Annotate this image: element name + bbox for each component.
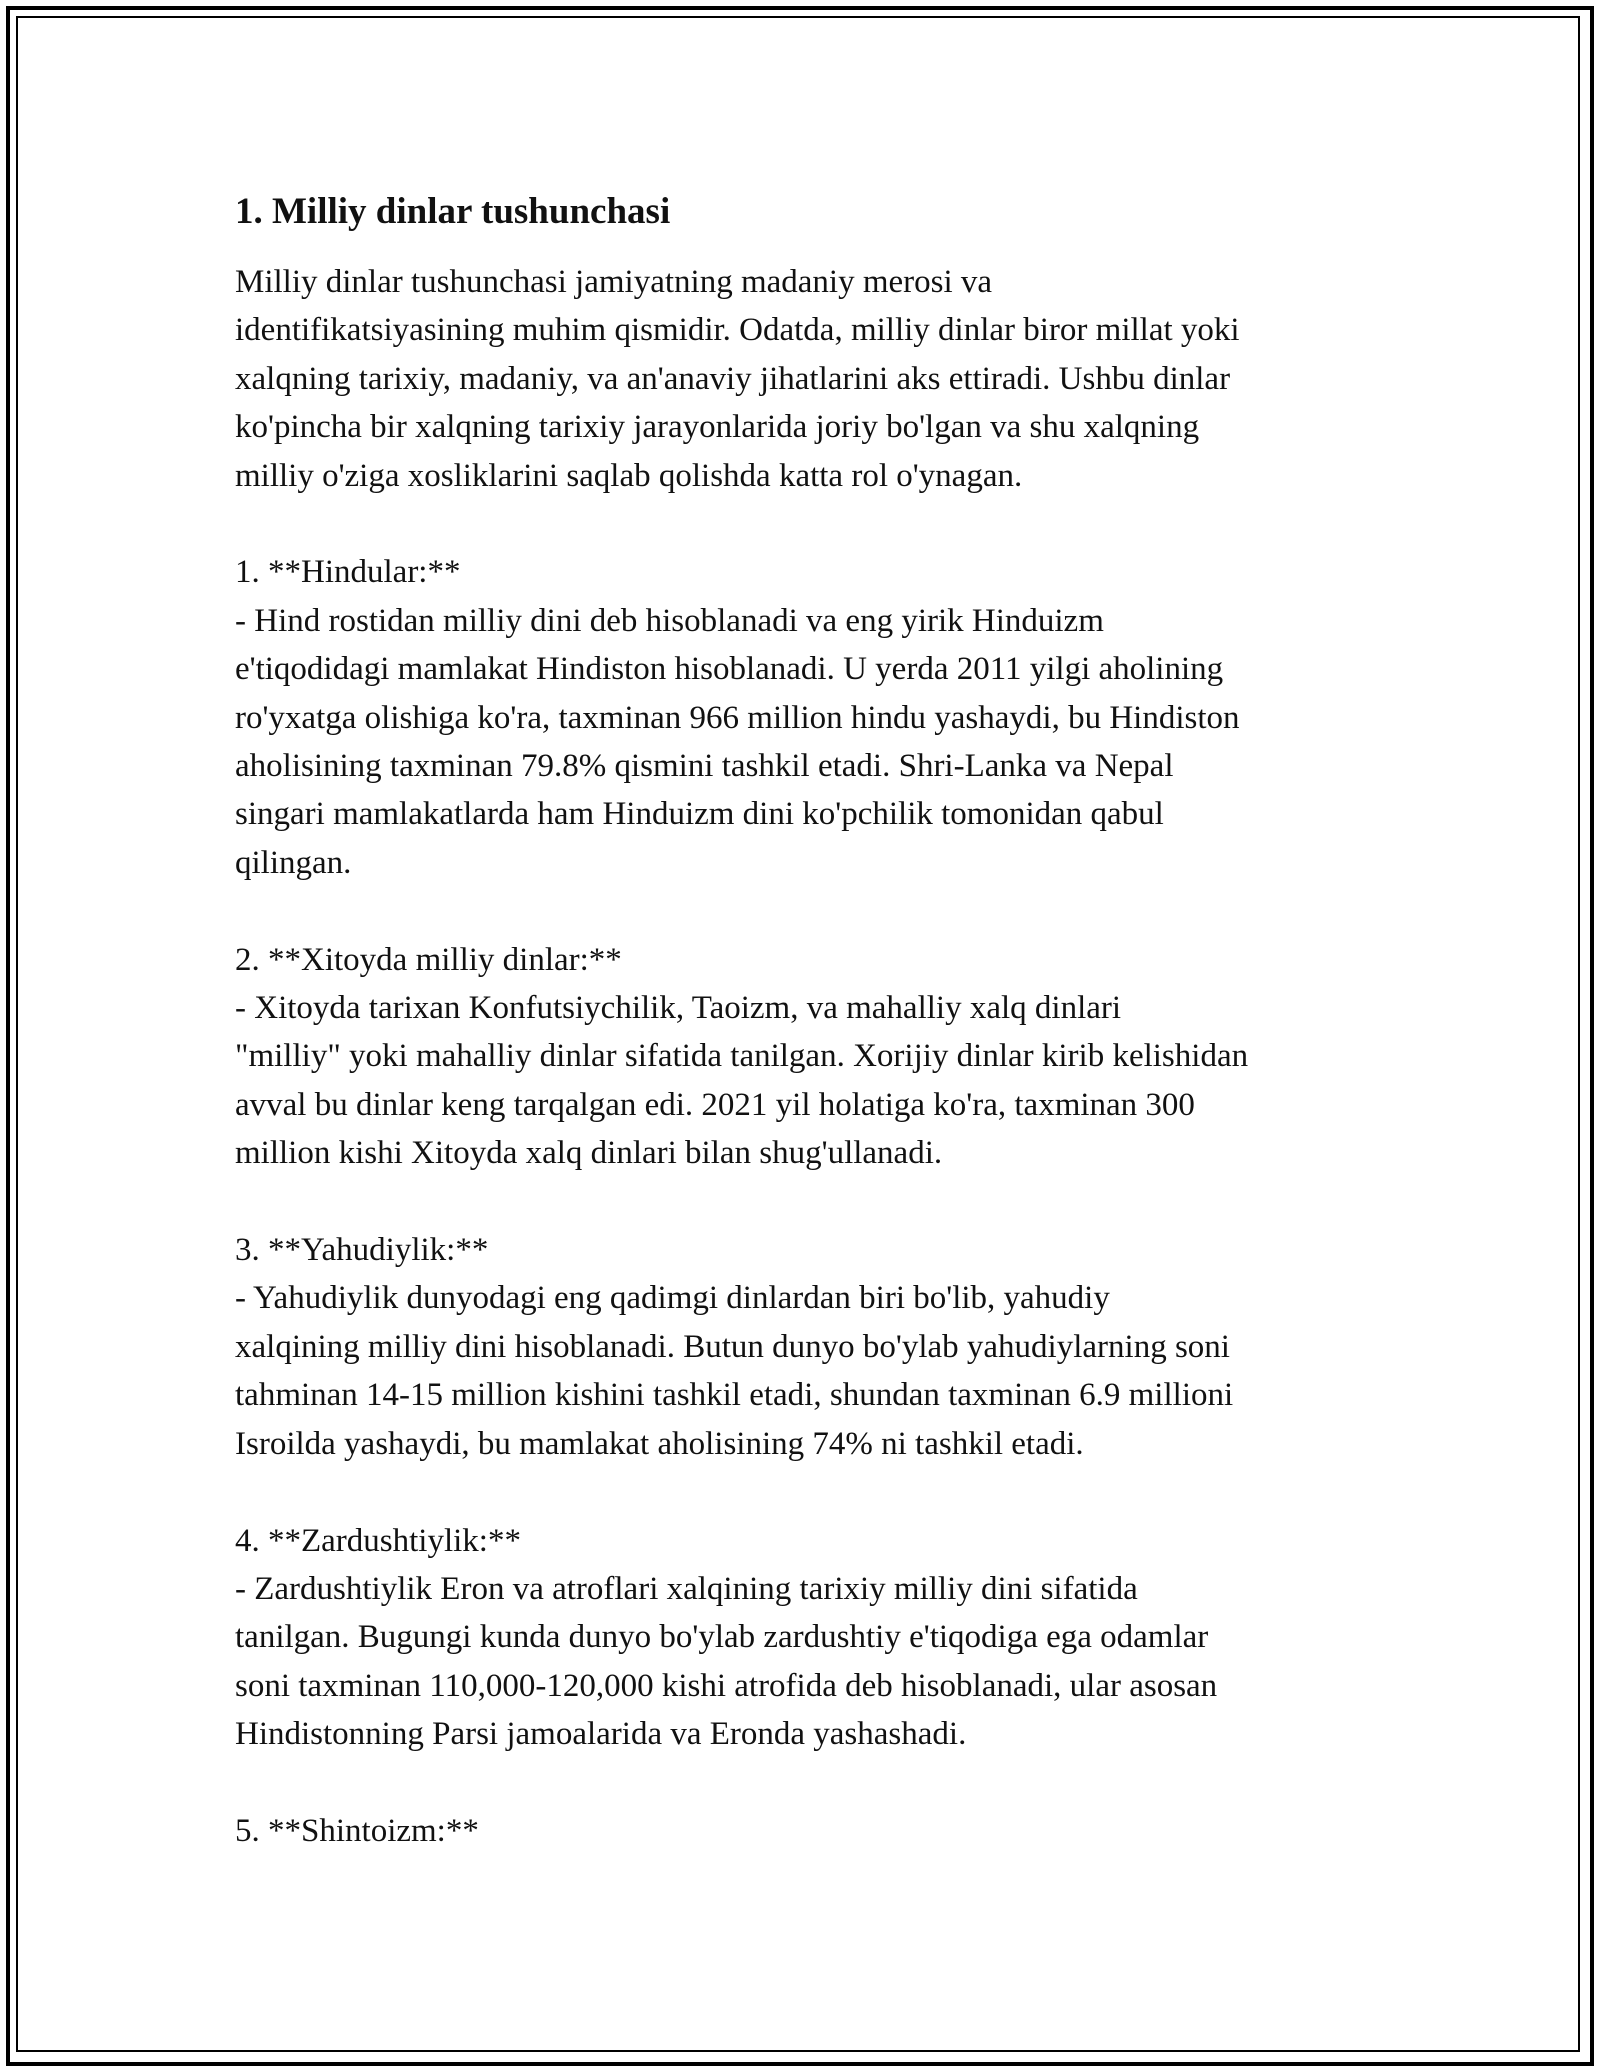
section-title-zardushtiylik: 4. **Zardushtiylik:** xyxy=(235,1522,521,1559)
spacer xyxy=(235,1468,1385,1516)
section-title-hindular: 1. **Hindular:** xyxy=(235,554,461,591)
section-body-yahudiylik: - Yahudiylik dunyodagi eng qadimgi dinlardan biri bo'lib, yahudiy xalqining milliy dini hisoblanadi. Butun dunyo bo'ylab yahudiylarning soni tahminan 14-15 million kishini tashkil etadi, shundan taxminan 6.9 millioni Isroilda yashaydi, bu mamlakat aholisining 74% ni tashkil etadi. xyxy=(235,1280,1234,1462)
spacer xyxy=(235,500,1385,548)
section-body-zardushtiylik: - Zardushtiylik Eron va atroflari xalqining tarixiy milliy dini sifatida tanilgan. Bugungi kunda dunyo bo'ylab zardushtiy e'tiqodiga ega odamlar soni taxminan 110,000-120,000 kishi atrofida deb hisoblanadi, ular asosan Hindistonning Parsi jamoalarida va Eronda yashashadi. xyxy=(235,1570,1218,1753)
intro-paragraph: Milliy dinlar tushunchasi jamiyatning madaniy merosi va identifikatsiyasining muhim qismidir. Odatda, milliy dinlar biror millat yoki xalqning tarixiy, madaniy, va an'anaviy jihatlarini aks ettiradi. Ushbu dinlar ko'pincha bir xalqning tarixiy jarayonlarida joriy bo'lgan va shu xalqning milliy o'ziga xosliklarini saqlab qolishda katta rol o'ynagan. xyxy=(235,264,1240,494)
spacer xyxy=(235,1759,1385,1807)
section-body-hindular: - Hind rostidan milliy dini deb hisoblanadi va eng yirik Hinduizm e'tiqodidagi mamlakat Hindiston hisoblanadi. U yerda 2011 yilgi aholining ro'yxatga olishiga ko'ra, taxminan 966 million hindu yashaydi, bu Hindiston aholisining taxminan 79.8% qismini tashkil etadi. Shri-Lanka va Nepal singari mamlakatlarda ham Hinduizm dini ko'pchilik tomonidan qabul qilingan. xyxy=(235,602,1240,881)
section-title-xitoy: 2. **Xitoyda milliy dinlar:** xyxy=(235,941,622,978)
section-title-shintoizm: 5. **Shintoizm:** xyxy=(235,1812,479,1849)
spacer xyxy=(235,1178,1385,1226)
section-title-yahudiylik: 3. **Yahudiylik:** xyxy=(235,1232,489,1269)
page-title: 1. Milliy dinlar tushunchasi xyxy=(235,191,671,232)
spacer xyxy=(235,887,1385,935)
document-body xyxy=(235,188,1385,1855)
section-body-xitoy: - Xitoyda tarixan Konfutsiychilik, Taoizm, va mahalliy xalq dinlari "milliy" yoki mahalliy dinlar sifatida tanilgan. Xorijiy dinlar kirib kelishidan avval bu dinlar keng tarqalgan edi. 2021 yil holatiga ko'ra, taxminan 300 million kishi Xitoyda xalq dinlari bilan shug'ullanadi. xyxy=(235,990,1249,1172)
